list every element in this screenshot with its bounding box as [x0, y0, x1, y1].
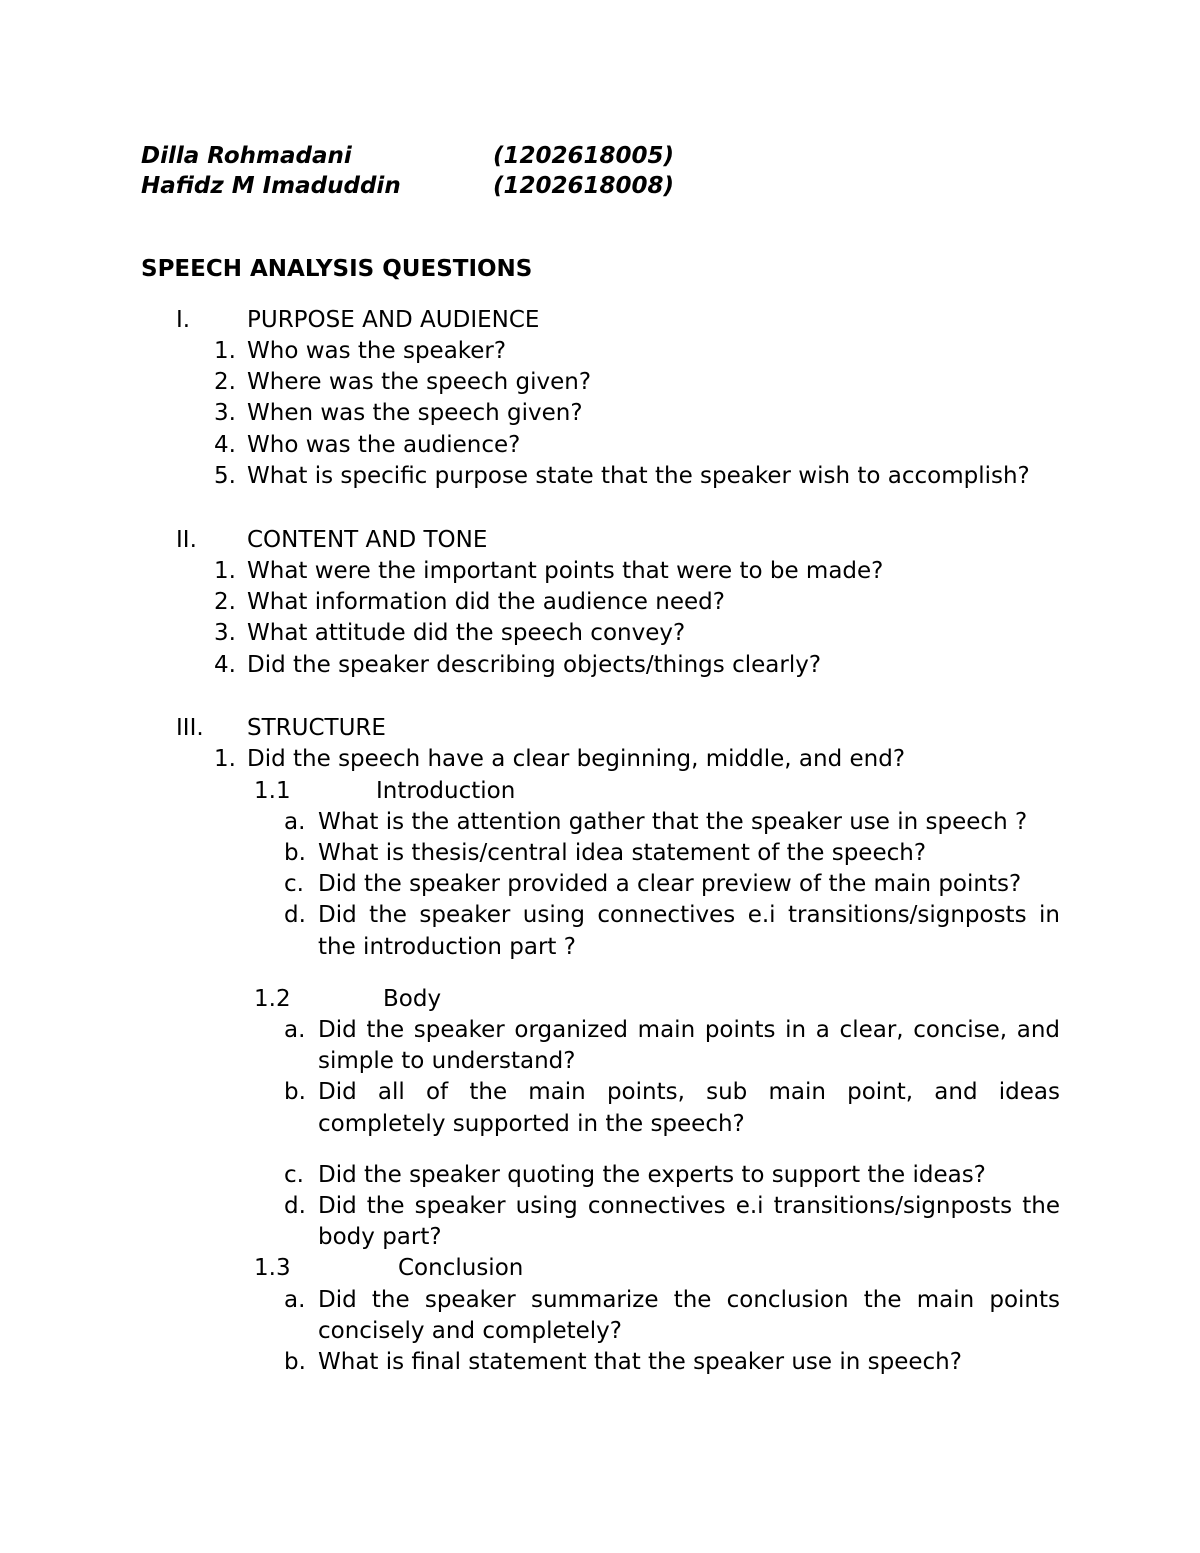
item-letter: d. — [284, 1193, 306, 1219]
list-item — [202, 650, 236, 680]
document-title: SPEECH ANALYSIS QUESTIONS — [141, 256, 533, 282]
item-text: When was the speech given? — [247, 400, 583, 426]
section-heading: CONTENT AND TONE — [247, 527, 488, 553]
item-text: Did the speaker describing objects/things clearly? — [247, 652, 822, 678]
item-letter: b. — [284, 1079, 306, 1105]
item-text: Who was the speaker? — [247, 338, 507, 364]
subsection-number: 1.3 — [254, 1255, 291, 1281]
section-heading: PURPOSE AND AUDIENCE — [247, 307, 540, 333]
item-text: Who was the audience? — [247, 432, 521, 458]
item-number: 3. — [214, 400, 236, 426]
item-text-continued: completely supported in the speech? — [318, 1111, 745, 1137]
item-text: Did the speaker summarize the conclusion the main points — [318, 1287, 1060, 1313]
item-text: What is thesis/central idea statement of the speech? — [318, 840, 927, 866]
item-letter: a. — [284, 809, 306, 835]
list-item — [202, 618, 236, 648]
item-text: Did the speaker using connectives e.i transitions/signposts in — [318, 902, 1060, 928]
section-heading: STRUCTURE — [247, 715, 386, 741]
item-text: Did the speaker using connectives e.i transitions/signposts the — [318, 1193, 1060, 1219]
item-text: Did the speaker organized main points in a clear, concise, and — [318, 1017, 1060, 1043]
item-text: What is specific purpose state that the speaker wish to accomplish? — [247, 463, 1030, 489]
item-text-continued: simple to understand? — [318, 1048, 576, 1074]
item-number: 4. — [214, 432, 236, 458]
item-text-continued: concisely and completely? — [318, 1318, 622, 1344]
item-text: What were the important points that were to be made? — [247, 558, 884, 584]
item-text: Did the speech have a clear beginning, middle, and end? — [247, 746, 906, 772]
list-item — [202, 430, 236, 460]
item-letter: a. — [284, 1017, 306, 1043]
item-number: 2. — [214, 369, 236, 395]
item-text-continued: body part? — [318, 1224, 442, 1250]
item-text-continued: the introduction part ? — [318, 934, 576, 960]
item-letter: b. — [284, 840, 306, 866]
item-text: Did all of the main points, sub main point, and ideas — [318, 1079, 1060, 1105]
list-item — [202, 398, 236, 428]
author-name: Dilla Rohmadani — [141, 143, 352, 169]
item-text: What is final statement that the speaker use in speech? — [318, 1349, 962, 1375]
item-number: 4. — [214, 652, 236, 678]
item-letter: b. — [284, 1349, 306, 1375]
subsection-heading: Introduction — [376, 778, 516, 804]
subsection-number: 1.2 — [254, 986, 291, 1012]
item-number: 1. — [214, 338, 236, 364]
author-name: Hafidz M Imaduddin — [141, 173, 401, 199]
item-text: What is the attention gather that the speaker use in speech ? — [318, 809, 1028, 835]
list-item — [202, 556, 236, 586]
author-id: (1202618005) — [493, 143, 675, 169]
item-number: 5. — [214, 463, 236, 489]
item-text: What attitude did the speech convey? — [247, 620, 686, 646]
item-number: 2. — [214, 589, 236, 615]
section-numeral: II. — [176, 527, 197, 553]
item-text: Did the speaker quoting the experts to support the ideas? — [318, 1162, 986, 1188]
list-item — [202, 744, 236, 774]
item-number: 1. — [214, 746, 236, 772]
author-id: (1202618008) — [493, 173, 675, 199]
list-item — [202, 461, 236, 491]
item-text: Did the speaker provided a clear preview of the main points? — [318, 871, 1022, 897]
item-text: Where was the speech given? — [247, 369, 592, 395]
subsection-heading: Conclusion — [398, 1255, 524, 1281]
list-item — [202, 367, 236, 397]
item-letter: c. — [284, 1162, 304, 1188]
item-number: 3. — [214, 620, 236, 646]
list-item — [202, 336, 236, 366]
item-text: What information did the audience need? — [247, 589, 725, 615]
section-numeral: III. — [176, 715, 204, 741]
item-letter: d. — [284, 902, 306, 928]
item-number: 1. — [214, 558, 236, 584]
section-numeral: I. — [176, 307, 191, 333]
subsection-heading: Body — [383, 986, 442, 1012]
item-letter: c. — [284, 871, 304, 897]
subsection-number: 1.1 — [254, 778, 291, 804]
item-letter: a. — [284, 1287, 306, 1313]
list-item — [202, 587, 236, 617]
